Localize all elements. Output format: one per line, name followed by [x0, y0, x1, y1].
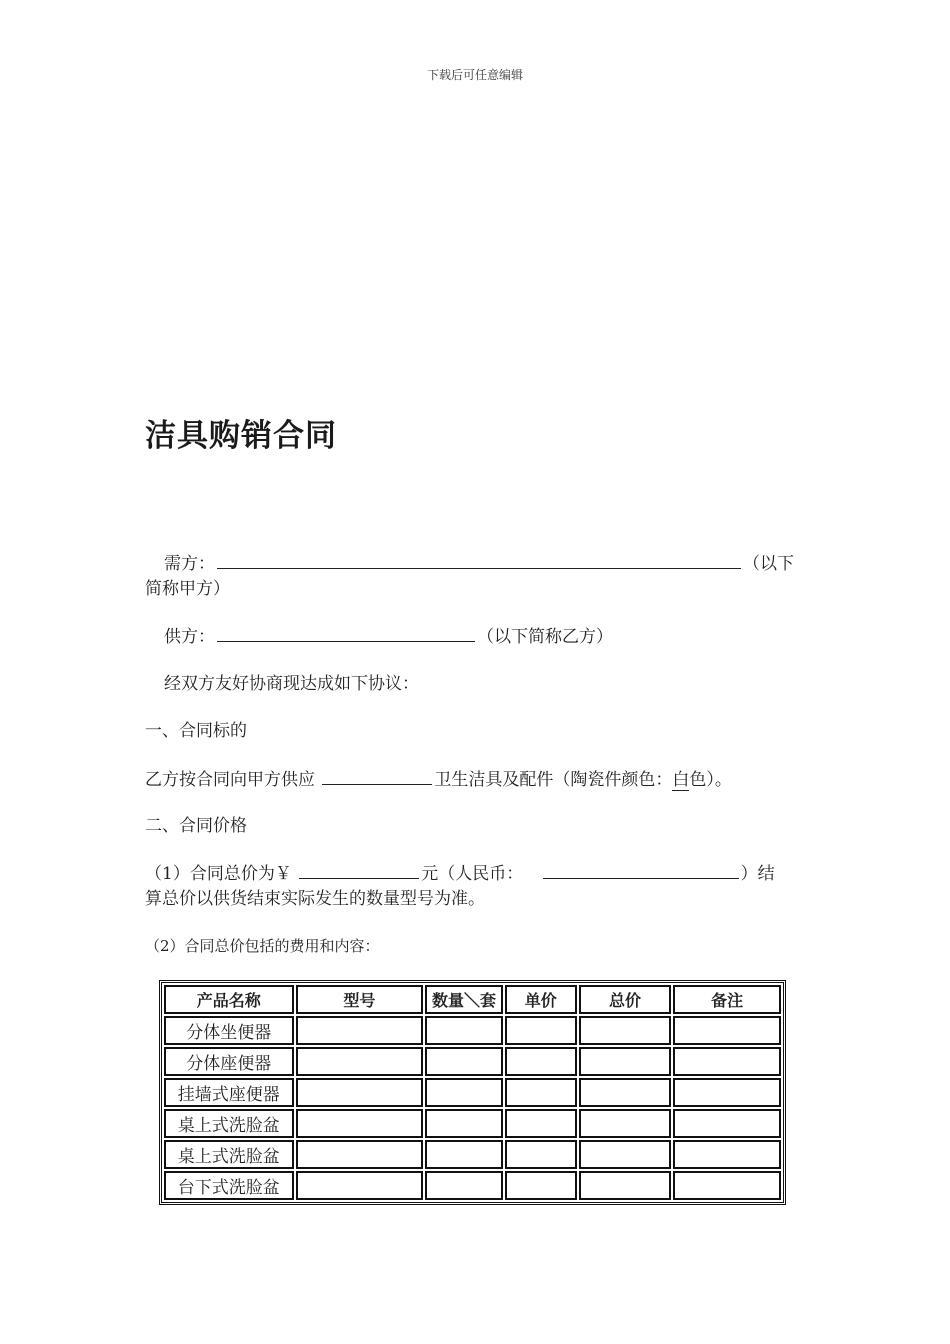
section1-text — [145, 766, 805, 793]
cell-unit-price[interactable] — [505, 1171, 577, 1200]
seller-suffix: （以下简称乙方） — [477, 627, 613, 647]
cell-model[interactable] — [296, 1171, 424, 1200]
price-item-2: （2）合同总价包括的费用和内容： — [145, 937, 380, 955]
section1-text-after: 色）。 — [689, 770, 732, 790]
cell-remarks[interactable] — [673, 1109, 781, 1138]
cell-model[interactable] — [296, 1140, 424, 1169]
section1-text-before: 乙方按合同向甲方供应 — [145, 770, 315, 790]
cell-model[interactable] — [296, 1109, 424, 1138]
seller-blank[interactable] — [217, 623, 475, 642]
price-line-2: 算总价以供货结束实际发生的数量型号为准。 — [145, 889, 485, 909]
price-text-middle: 元（人民币： — [421, 864, 524, 884]
price-line-1 — [145, 860, 805, 887]
cell-quantity[interactable] — [425, 1140, 503, 1169]
table-row — [164, 1047, 781, 1076]
cell-unit-price[interactable] — [505, 1016, 577, 1045]
items-table — [159, 980, 786, 1205]
table-row — [164, 1109, 781, 1138]
cell-quantity[interactable] — [425, 1109, 503, 1138]
cell-model[interactable] — [296, 1047, 424, 1076]
cell-remarks[interactable] — [673, 1078, 781, 1107]
buyer-suffix: （以下 — [743, 554, 794, 574]
cell-total-price[interactable] — [579, 1016, 672, 1045]
cell-quantity[interactable] — [425, 1078, 503, 1107]
intro-text: 经双方友好协商现达成如下协议： — [164, 674, 419, 694]
buyer-suffix-2: 简称甲方） — [145, 579, 230, 599]
header-quantity: 数量＼套 — [425, 985, 503, 1014]
cell-product-name: 桌上式洗脸盆 — [164, 1140, 294, 1169]
section2-heading: 二、合同价格 — [145, 816, 247, 836]
cell-total-price[interactable] — [579, 1171, 672, 1200]
section1-text-middle: 卫生洁具及配件（陶瓷件颜色： — [434, 770, 673, 790]
cell-product-name: 挂墙式座便器 — [164, 1078, 294, 1107]
cell-remarks[interactable] — [673, 1047, 781, 1076]
cell-unit-price[interactable] — [505, 1140, 577, 1169]
buyer-line-2 — [145, 576, 805, 602]
price-text-after: ）结 — [740, 864, 775, 884]
cell-unit-price[interactable] — [505, 1047, 577, 1076]
cell-unit-price[interactable] — [505, 1078, 577, 1107]
table-row — [164, 1016, 781, 1045]
cell-quantity[interactable] — [425, 1016, 503, 1045]
cell-product-name: 分体座便器 — [164, 1047, 294, 1076]
product-blank[interactable] — [322, 766, 432, 785]
buyer-label: 需方： — [164, 554, 215, 574]
cell-total-price[interactable] — [579, 1109, 672, 1138]
cell-remarks[interactable] — [673, 1016, 781, 1045]
cell-unit-price[interactable] — [505, 1109, 577, 1138]
table-header-row — [164, 985, 781, 1014]
cell-quantity[interactable] — [425, 1047, 503, 1076]
header-product-name: 产品名称 — [164, 985, 294, 1014]
cell-total-price[interactable] — [579, 1140, 672, 1169]
header-remarks: 备注 — [673, 985, 781, 1014]
buyer-line — [145, 550, 824, 577]
header-total-price: 总价 — [579, 985, 672, 1014]
color-value: 白 — [672, 770, 690, 790]
cell-quantity[interactable] — [425, 1171, 503, 1200]
price-rmb-blank[interactable] — [543, 860, 739, 879]
cell-total-price[interactable] — [579, 1047, 672, 1076]
header-unit-price: 单价 — [505, 985, 577, 1014]
cell-remarks[interactable] — [673, 1140, 781, 1169]
cell-remarks[interactable] — [673, 1171, 781, 1200]
cell-model[interactable] — [296, 1016, 424, 1045]
cell-product-name: 台下式洗脸盆 — [164, 1171, 294, 1200]
table-row — [164, 1171, 781, 1200]
page-title: 洁具购销合同 — [145, 418, 337, 454]
price-amount-blank[interactable] — [299, 860, 419, 879]
price-text-before: （1）合同总价为￥ — [145, 864, 292, 884]
seller-label: 供方： — [164, 627, 215, 647]
header-note: 下载后可任意编辑 — [426, 68, 523, 82]
table-row — [164, 1078, 781, 1107]
cell-product-name: 分体坐便器 — [164, 1016, 294, 1045]
cell-model[interactable] — [296, 1078, 424, 1107]
table-row — [164, 1140, 781, 1169]
buyer-blank[interactable] — [217, 550, 741, 569]
cell-total-price[interactable] — [579, 1078, 672, 1107]
section1-heading: 一、合同标的 — [145, 721, 247, 741]
cell-product-name: 桌上式洗脸盆 — [164, 1109, 294, 1138]
header-model: 型号 — [296, 985, 424, 1014]
seller-line — [145, 623, 824, 650]
